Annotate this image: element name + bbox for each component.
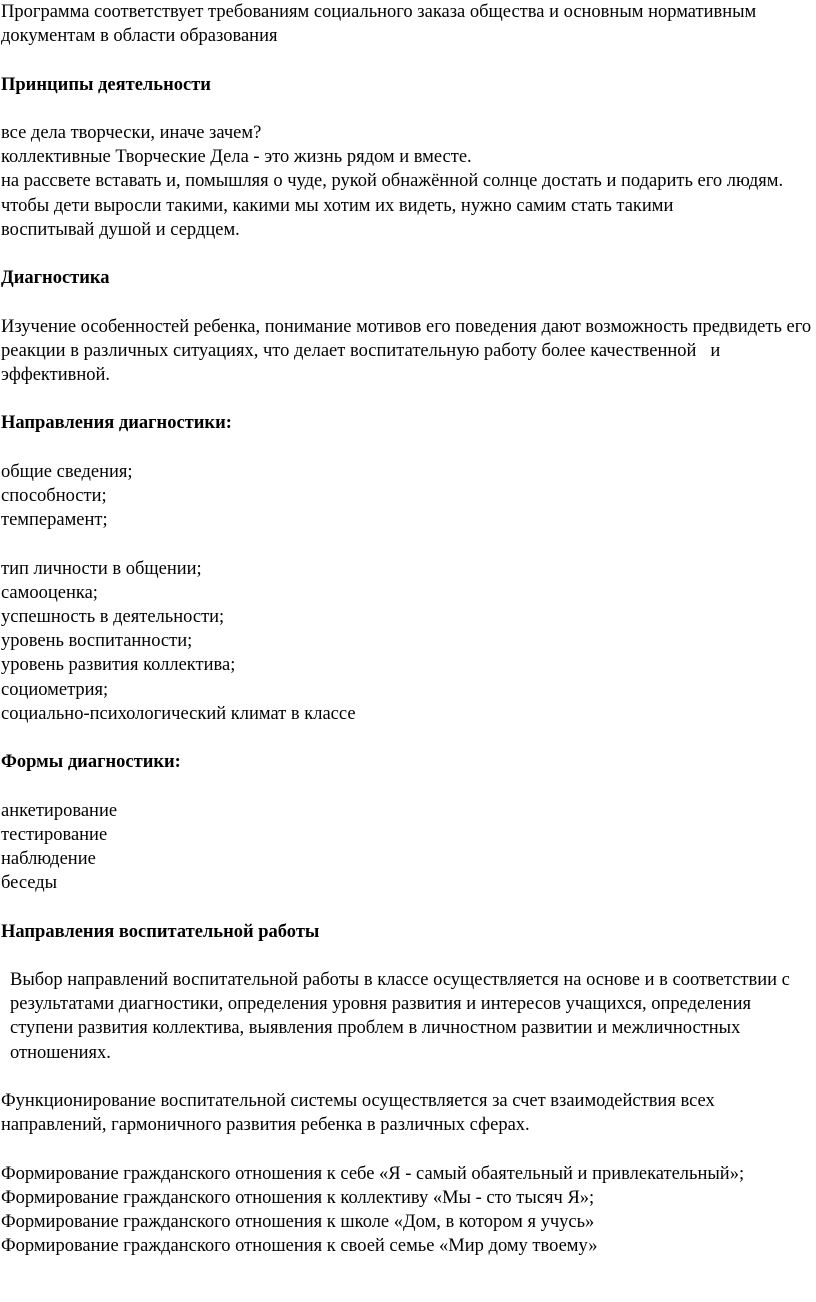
diagnostics-paragraph: Изучение особенностей ребенка, понимание мотивов его поведения дают возможность предвидеть его реакции в различных ситуациях, что делает воспитательную работу более качественной и эффективной. [1,316,816,385]
list-item: темперамент; [1,510,108,531]
principles-heading: Принципы деятельности [1,74,211,95]
directions-list-2 [1,557,813,726]
forms-heading: Формы диагностики: [1,752,181,773]
list-item: тип личности в общении; [1,558,202,579]
list-item: все дела творчески, иначе зачем? [1,122,262,143]
spacer [1,48,813,72]
principles-list [1,121,813,242]
list-item: общие сведения; [1,461,133,482]
list-item: способности; [1,485,107,506]
spacer [1,1137,813,1161]
directions-heading: Направления диагностики: [1,413,232,434]
list-item: социально-психологический климат в классе [1,703,356,724]
list-item: наблюдение [1,848,96,869]
list-item: Формирование гражданского отношения к школе «Дом, в котором я учусь» [1,1211,595,1232]
list-item: воспитывай душой и сердцем. [1,219,240,240]
forms-list [1,799,813,896]
list-item: беседы [1,873,58,894]
upbringing-paragraph-1: Выбор направлений воспитательной работы в классе осуществляется на основе и в соответствии с результатами диагностики, определения уровня развития и интересов учащихся, определения ступени развития коллектива, выявления проблем в личностном развитии и межличностных отношениях. [10,969,795,1063]
list-item: чтобы дети выросли такими, какими мы хотим их видеть, нужно самим стать такими [1,195,674,216]
list-item: Формирование гражданского отношения к своей семье «Мир дому твоему» [1,1236,598,1257]
diagnostics-heading: Диагностика [1,268,110,289]
spacer [1,242,813,266]
spacer [1,97,813,121]
list-item: коллективные Творческие Дела - это жизнь рядом и вместе. [1,147,472,168]
list-item: анкетирование [1,800,118,821]
spacer [1,774,813,798]
spacer [1,726,813,750]
spacer [1,895,813,919]
upbringing-paragraph-2: Функционирование воспитательной системы осуществляется за счет взаимодействия всех направлений, гармоничного развития ребенка в различных сферах. [1,1090,720,1136]
upbringing-heading: Направления воспитательной работы [1,921,320,942]
list-item: Формирование гражданского отношения к коллективу «Мы - сто тысяч Я»; [1,1187,595,1208]
upbringing-list [1,1162,813,1259]
list-item: успешность в деятельности; [1,606,225,627]
spacer [1,532,813,556]
directions-list-1 [1,460,813,533]
list-item: на рассвете вставать и, помышляя о чуде, рукой обнажённой солнце достать и подарить его людям. [1,171,784,192]
list-item: социометрия; [1,679,109,700]
list-item: Формирование гражданского отношения к себе «Я - самый обаятельный и привлекательный»; [1,1163,745,1184]
intro-paragraph: Программа соответствует требованиям социального заказа общества и основным нормативным документам в области образования [1,2,761,47]
list-item: самооценка; [1,582,98,603]
spacer [1,1065,813,1089]
list-item: уровень воспитанности; [1,631,193,652]
spacer [1,290,813,314]
list-item: тестирование [1,824,108,845]
spacer [1,436,813,460]
spacer [1,387,813,411]
spacer [1,944,813,968]
list-item: уровень развития коллектива; [1,655,236,676]
